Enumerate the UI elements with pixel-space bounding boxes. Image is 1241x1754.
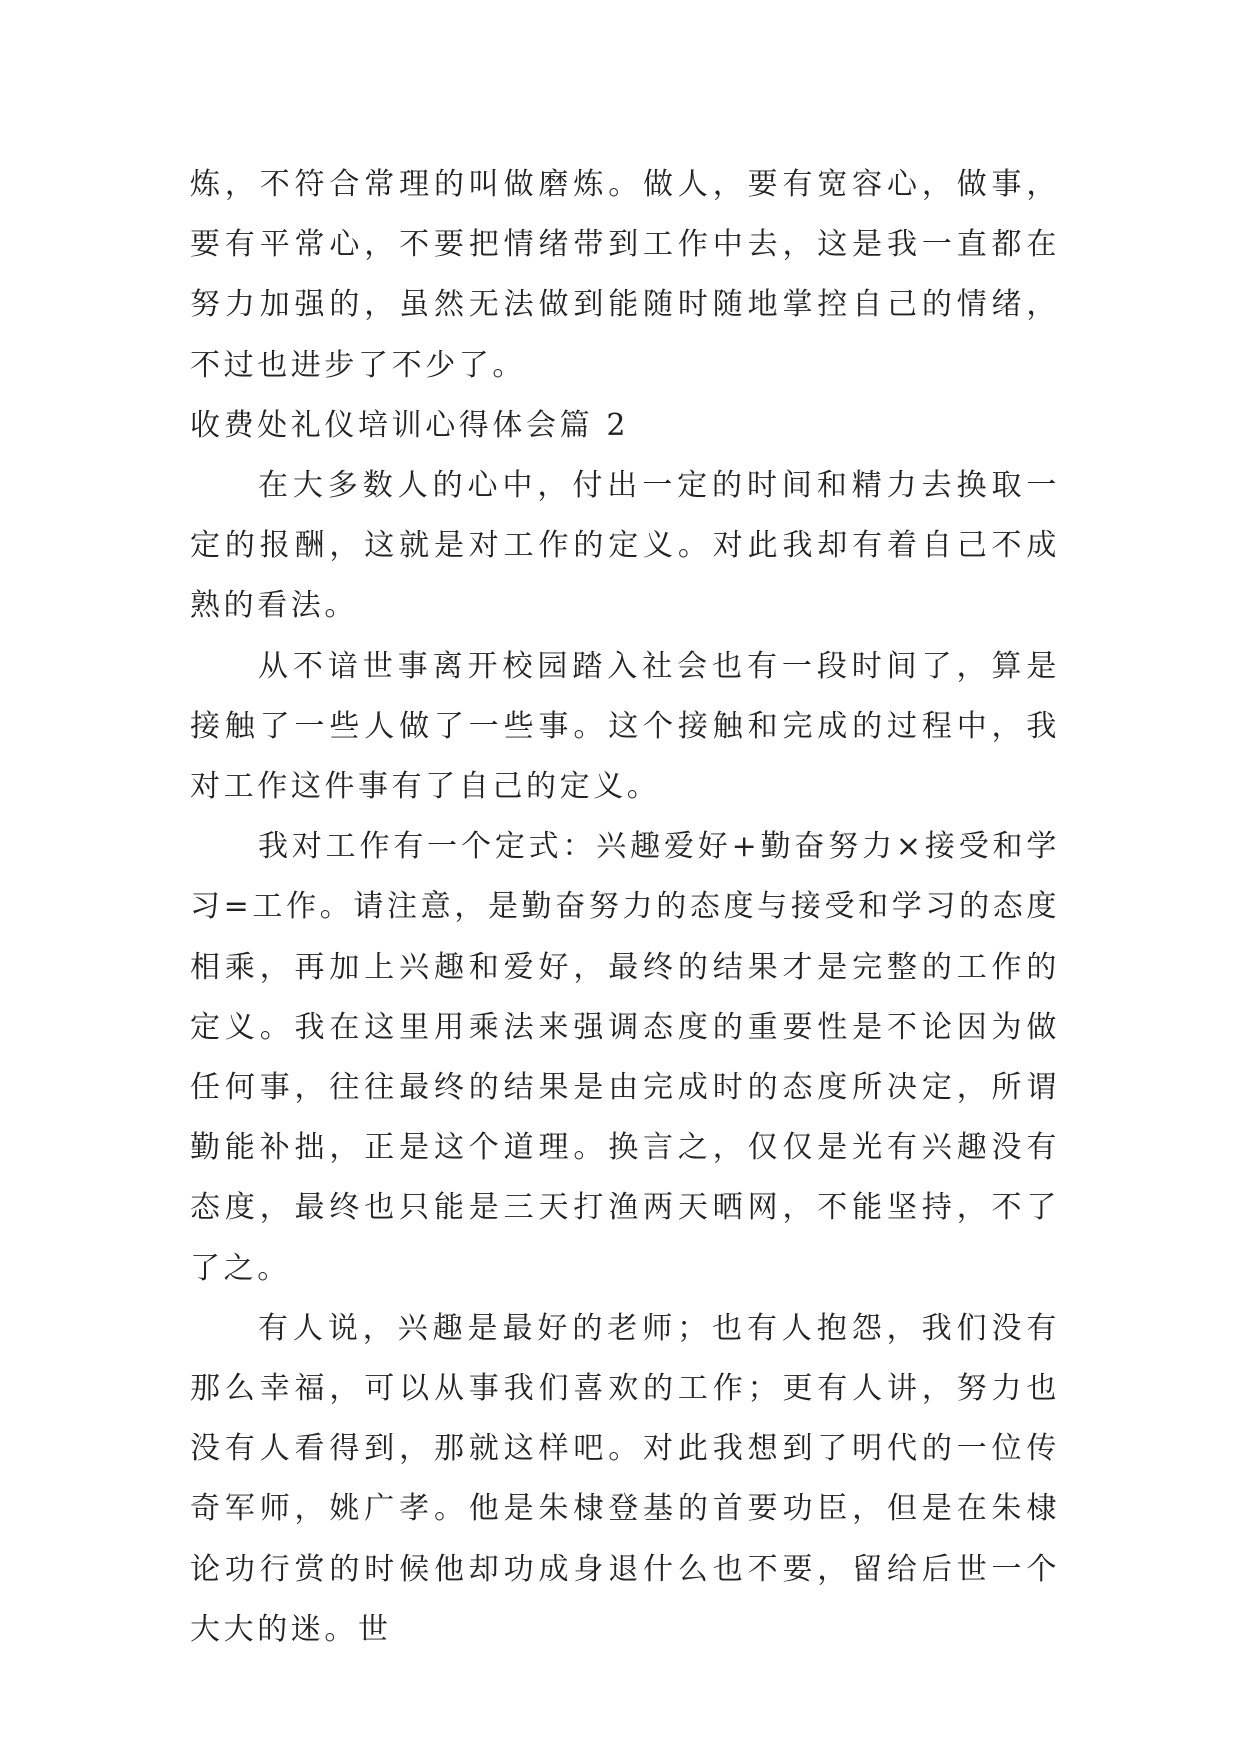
paragraph: 在大多数人的心中，付出一定的时间和精力去换取一定的报酬，这就是对工作的定义。对此我却有着自己不成熟的看法。: [190, 468, 1060, 624]
paragraph: 我对工作有一个定式：兴趣爱好+勤奋努力×接受和学习=工作。请注意，是勤奋努力的态度与接受和学习的态度相乘，再加上兴趣和爱好，最终的结果才是完整的工作的定义。我在这里用乘法来强调态度的重要性是不论因为做任何事，往往最终的结果是由完成时的态度所决定，所谓勤能补拙，正是这个道理。换言之，仅仅是光有兴趣没有态度，最终也只能是三天打渔两天晒网，不能坚持，不了了之。: [190, 829, 1060, 1286]
section-heading: 收费处礼仪培训心得体会篇 2: [190, 407, 630, 443]
document-body: [190, 155, 1060, 1660]
paragraph: 有人说，兴趣是最好的老师；也有人抱怨，我们没有那么幸福，可以从事我们喜欢的工作；更有人讲，努力也没有人看得到，那就这样吧。对此我想到了明代的一位传奇军师，姚广孝。他是朱棣登基的首要功臣，但是在朱棣论功行赏的时候他却功成身退什么也不要，留给后世一个大大的迷。世: [190, 1310, 1060, 1647]
paragraph-carryover: 炼，不符合常理的叫做磨炼。做人，要有宽容心，做事，要有平常心，不要把情绪带到工作中去，这是我一直都在努力加强的，虽然无法做到能随时随地掌控自己的情绪，不过也进步了不少了。: [190, 167, 1060, 383]
paragraph: 从不谙世事离开校园踏入社会也有一段时间了，算是接触了一些人做了一些事。这个接触和完成的过程中，我对工作这件事有了自己的定义。: [190, 648, 1060, 805]
